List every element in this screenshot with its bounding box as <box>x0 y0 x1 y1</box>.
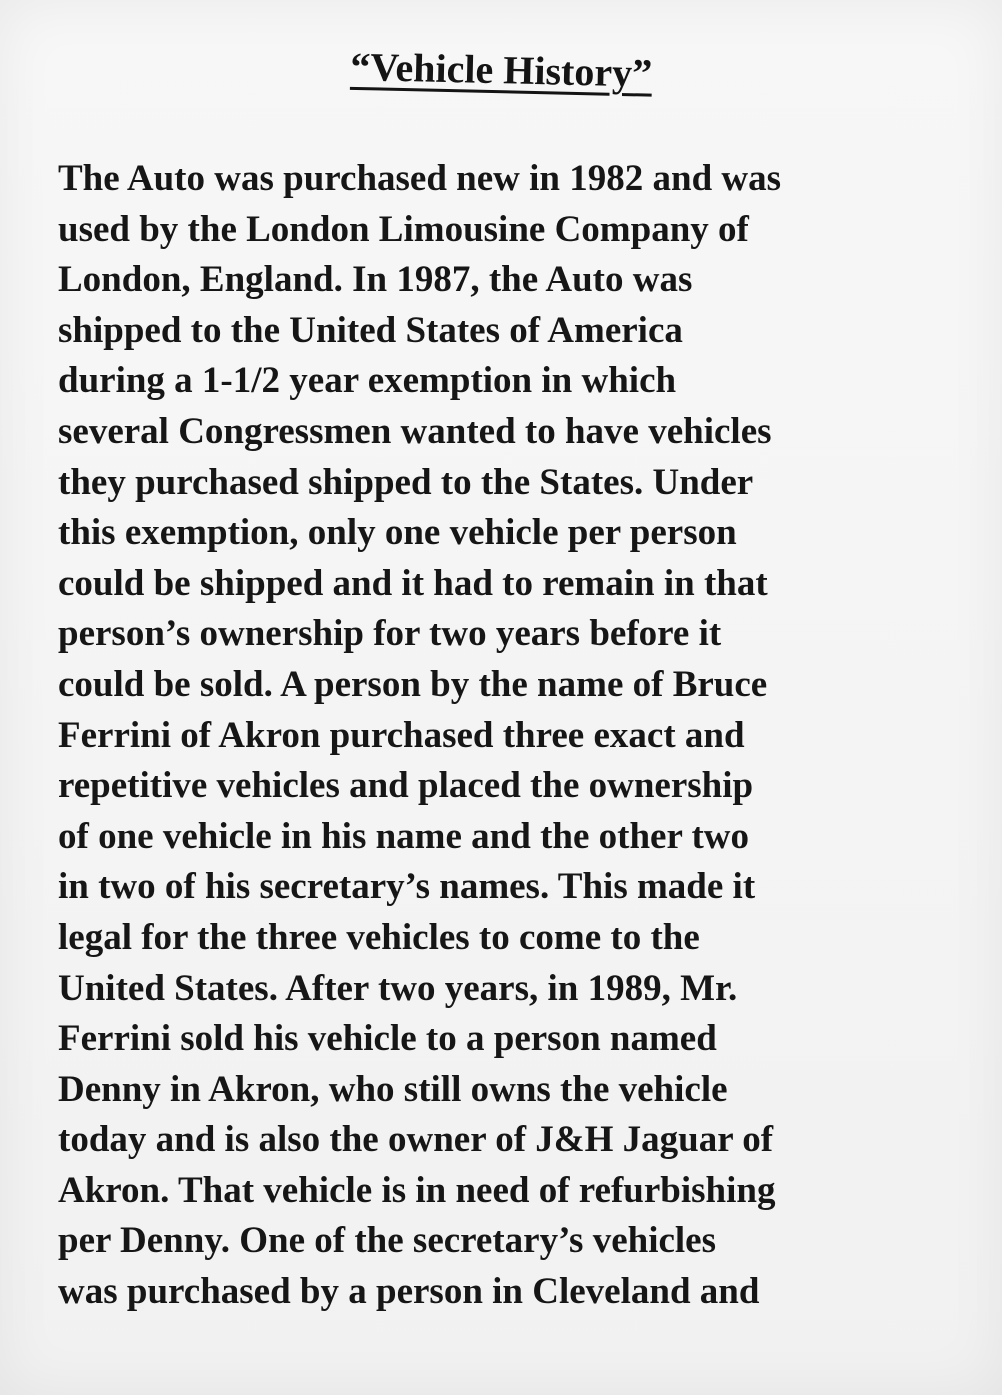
body-line: of one vehicle in his name and the other two <box>58 815 750 857</box>
document-title-text: “Vehicle History” <box>349 43 653 96</box>
body-line: Denny in Akron, who still owns the vehicle <box>58 1068 728 1110</box>
body-line: shipped to the United States of America <box>58 309 683 351</box>
body-line: during a 1-1/2 year exemption in which <box>58 360 677 402</box>
body-line: they purchased shipped to the States. Under <box>58 461 754 503</box>
document-body <box>58 154 958 1318</box>
body-line: person’s ownership for two years before it <box>58 613 722 655</box>
body-line: London, England. In 1987, the Auto was <box>58 259 693 301</box>
body-line: United States. After two years, in 1989, Mr. <box>58 967 738 1009</box>
body-line: was purchased by a person in Cleveland and <box>58 1271 760 1313</box>
body-line: could be sold. A person by the name of Bruce <box>58 663 768 705</box>
body-line: could be shipped and it had to remain in that <box>58 562 768 604</box>
body-line: Ferrini sold his vehicle to a person named <box>58 1018 717 1060</box>
body-line: Akron. That vehicle is in need of refurbishing <box>58 1169 776 1211</box>
body-line: several Congressmen wanted to have vehicles <box>58 410 772 452</box>
body-line: per Denny. One of the secretary’s vehicles <box>58 1220 716 1262</box>
body-line: today and is also the owner of J&H Jaguar of <box>58 1119 774 1161</box>
body-line: this exemption, only one vehicle per person <box>58 512 737 554</box>
body-line: Ferrini of Akron purchased three exact and <box>58 714 745 756</box>
body-line: repetitive vehicles and placed the ownership <box>58 765 754 807</box>
body-line: legal for the three vehicles to come to the <box>58 916 700 958</box>
body-line: The Auto was purchased new in 1982 and was <box>58 158 782 199</box>
body-line: used by the London Limousine Company of <box>58 208 749 250</box>
body-line: in two of his secretary’s names. This made it <box>58 866 756 908</box>
document-title <box>0 31 1002 110</box>
